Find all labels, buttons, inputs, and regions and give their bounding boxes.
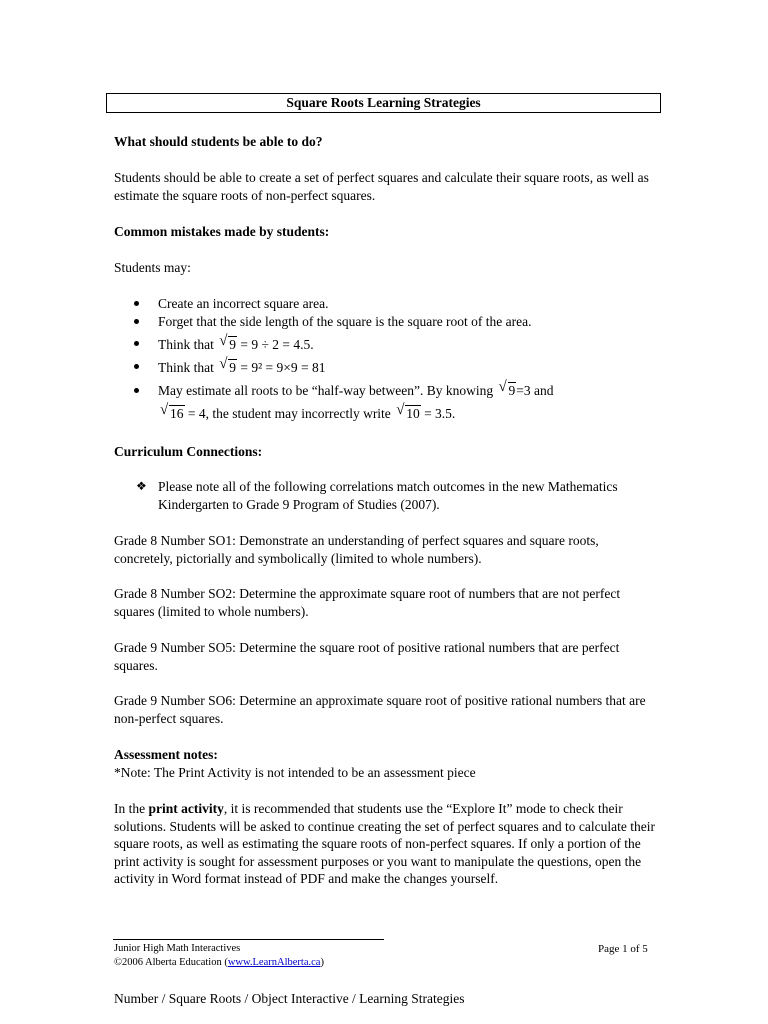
paragraph-text: In the — [114, 801, 146, 816]
outcome-so5: Grade 9 Number SO5: Determine the square root of positive rational numbers that are perfect squares. — [114, 640, 620, 673]
sqrt-symbol: √ 9 — [219, 356, 236, 375]
mistakes-heading: Common mistakes made by students: — [114, 224, 330, 239]
list-item-text: Create an incorrect square area. — [158, 296, 329, 311]
list-item — [134, 379, 664, 425]
list-item — [134, 313, 664, 333]
bullet-icon — [134, 341, 139, 346]
list-item-text: = 9 ÷ 2 = 4.5. — [240, 337, 314, 352]
page-title: Square Roots Learning Strategies — [106, 93, 661, 113]
footer-org: Junior High Math Interactives — [114, 943, 241, 954]
footer-divider — [113, 939, 384, 940]
outcome-so2: Grade 8 Number SO2: Determine the approximate square root of numbers that are not perfect squares (limited to whole numbers). — [114, 586, 621, 619]
outcome-so1: Grade 8 Number SO1: Demonstrate an understanding of perfect squares and square roots, concretely, pictorially and symbolically (limited to whole numbers). — [114, 533, 599, 566]
page-number: Page 1 of 5 — [598, 943, 648, 955]
bullet-icon — [134, 319, 139, 324]
list-item-text: =3 and — [516, 383, 554, 398]
mistakes-list — [134, 295, 664, 425]
bullet-icon — [134, 364, 139, 369]
students-may: Students may: — [114, 260, 191, 275]
list-item-text: = 9² = 9×9 = 81 — [240, 360, 326, 375]
bullet-icon — [134, 301, 139, 306]
footer-copyright: ©2006 Alberta Education (www.LearnAlberta.ca) — [114, 957, 324, 968]
diamond-bullet-icon: ❖ — [136, 479, 147, 493]
sqrt-symbol: √ 9 — [219, 333, 236, 352]
able-heading: What should students be able to do? — [114, 134, 323, 149]
list-item — [134, 333, 664, 356]
list-item-text: Think that — [158, 337, 214, 352]
assessment-heading: Assessment notes: — [114, 747, 218, 762]
sqrt-symbol: √ 16 — [160, 402, 184, 421]
footer-credits — [114, 942, 324, 970]
able-text: Students should be able to create a set of perfect squares and calculate their square roots, as well as estimate the square roots of non-perfect squares. — [114, 170, 649, 203]
curriculum-heading: Curriculum Connections: — [114, 444, 263, 459]
outcome-so6: Grade 9 Number SO6: Determine an approximate square root of positive rational numbers that are non-perfect squares. — [114, 693, 646, 726]
sqrt-symbol: √ 10 — [396, 402, 420, 421]
list-item — [134, 295, 664, 313]
sqrt-symbol: √ 9 — [498, 379, 516, 398]
breadcrumb: Number / Square Roots / Object Interactive / Learning Strategies — [114, 991, 465, 1006]
list-item-text: Think that — [158, 360, 214, 375]
print-activity-term: print activity — [148, 801, 224, 816]
learnalberta-link[interactable]: www.LearnAlberta.ca — [227, 957, 321, 968]
list-item-text: = 4, the student may incorrectly write — [187, 406, 391, 421]
list-item — [134, 356, 664, 379]
print-activity-paragraph — [114, 800, 659, 888]
paragraph-text: , it is recommended that students use the “Explore It” mode to check their solutions. Students will be asked to continue creating the set of perfect squares and to calculate their square roots, as well as estimating the square roots of non-perfect squares. If only a portion of the print activity is sought for assessment purposes or you want to manipulate the questions, open the activity in Word format instead of PDF and make the changes yourself. — [114, 801, 655, 886]
bullet-icon — [134, 388, 139, 393]
list-item-text: = 3.5. — [424, 406, 456, 421]
curriculum-note: Please note all of the following correlations match outcomes in the new Mathematics Kindergarten to Grade 9 Program of Studies (2007). — [158, 479, 618, 512]
assessment-note: *Note: The Print Activity is not intended to be an assessment piece — [114, 765, 476, 780]
list-item-text: May estimate all roots to be “half-way between”. By knowing — [158, 383, 494, 398]
list-item-text: Forget that the side length of the square is the square root of the area. — [158, 314, 532, 329]
